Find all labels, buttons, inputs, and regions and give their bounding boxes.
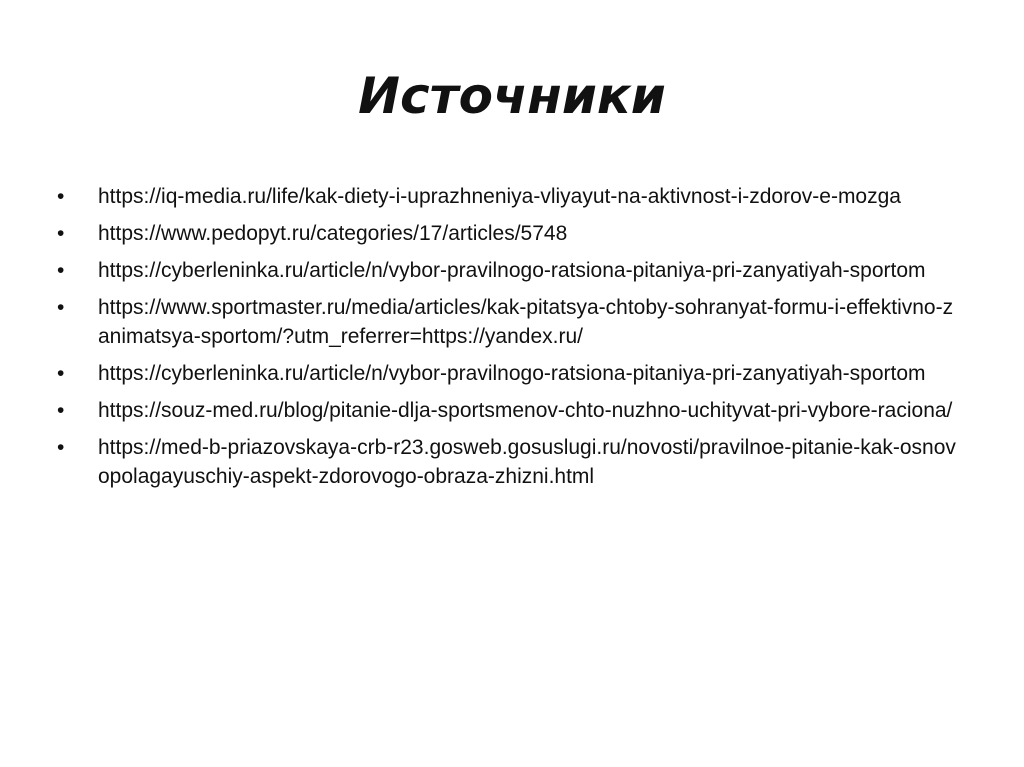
source-url: https://souz-med.ru/blog/pitanie-dlja-sportsmenov-chto-nuzhno-uchityvat-pri-vybore-raciona/ [98, 399, 953, 422]
source-item [57, 433, 962, 491]
source-item [57, 256, 962, 285]
bullet-icon: • [57, 399, 65, 422]
bullet-icon: • [57, 362, 65, 385]
source-item [57, 293, 962, 351]
slide-title: Источники [358, 67, 666, 125]
source-url: https://www.sportmaster.ru/media/articles/kak-pitatsya-chtoby-sohranyat-formu-i-effektivno-zanimatsya-sportom/?utm_referrer=https://yandex.ru/ [98, 296, 954, 348]
source-item [57, 182, 962, 211]
bullet-icon: • [57, 259, 65, 282]
source-url: https://www.pedopyt.ru/categories/17/articles/5748 [98, 222, 568, 245]
sources-list [57, 182, 962, 499]
source-url: https://cyberleninka.ru/article/n/vybor-pravilnogo-ratsiona-pitaniya-pri-zanyatiyah-sportom [98, 259, 926, 282]
source-item [57, 359, 962, 388]
source-url: https://iq-media.ru/life/kak-diety-i-uprazhneniya-vliyayut-na-aktivnost-i-zdorov-e-mozga [98, 185, 901, 208]
bullet-icon: • [57, 296, 65, 319]
source-url: https://med-b-priazovskaya-crb-r23.gosweb.gosuslugi.ru/novosti/pravilnoe-pitanie-kak-osnovopolagayuschiy-aspekt-zdorovogo-obraza-zhizni.html [98, 436, 956, 488]
source-item [57, 219, 962, 248]
bullet-icon: • [57, 185, 65, 208]
source-url: https://cyberleninka.ru/article/n/vybor-pravilnogo-ratsiona-pitaniya-pri-zanyatiyah-sportom [98, 362, 926, 385]
source-item [57, 396, 962, 425]
bullet-icon: • [57, 222, 65, 245]
bullet-icon: • [57, 436, 65, 459]
